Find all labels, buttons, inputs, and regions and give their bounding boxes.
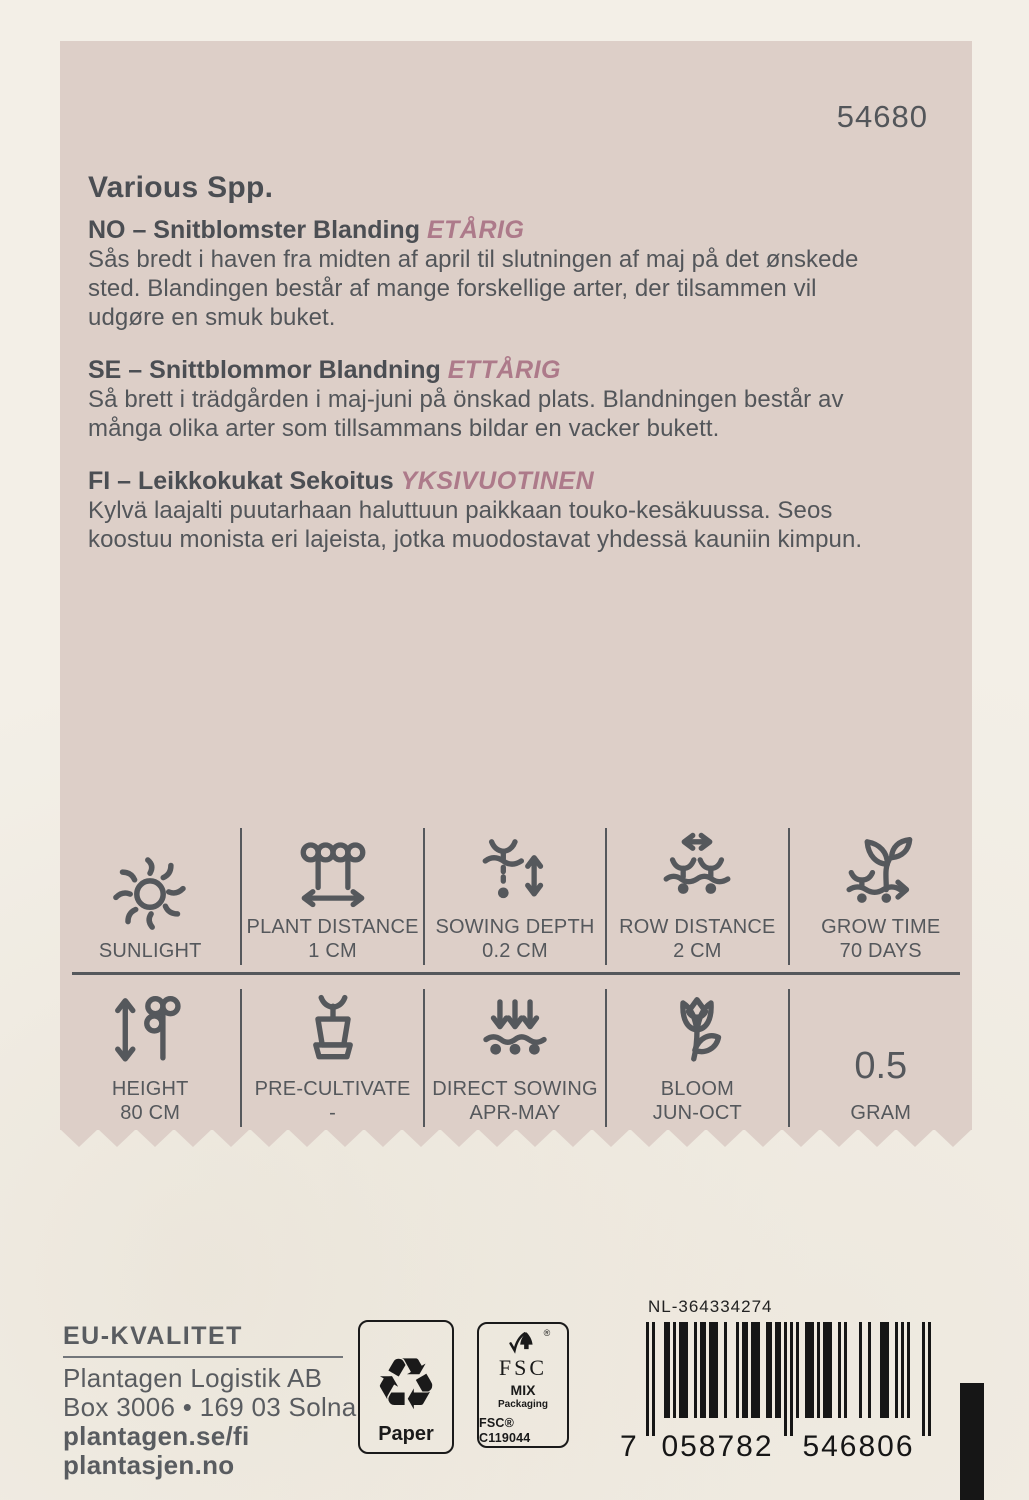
fsc-mark: ® FSC MIX Packaging FSC® C119044 (477, 1322, 569, 1448)
height-icon (106, 989, 194, 1075)
spec-label: PLANT DISTANCE (246, 916, 419, 938)
footer-address-block (63, 1322, 357, 1480)
product-title: Various Spp. (88, 171, 274, 204)
description-sections (88, 215, 918, 577)
barcode-digits (620, 1430, 946, 1470)
barcode-bars (646, 1322, 946, 1436)
spec-row-2 (60, 989, 972, 1127)
section-no-title: NO – Snitblomster Blanding (88, 216, 420, 244)
pre-cultivate-icon (289, 989, 377, 1075)
spec-label: SUNLIGHT (98, 940, 202, 962)
website-se-fi: plantagen.se/fi (63, 1421, 250, 1451)
direct-sowing-icon (471, 989, 559, 1075)
eu-quality-underline (63, 1356, 343, 1358)
barcode-top-code: NL-364334274 (648, 1297, 773, 1316)
spec-value: 0.2 CM (482, 940, 548, 962)
spec-label: BLOOM (660, 1078, 734, 1100)
barcode-left-digits: 058782 (661, 1430, 774, 1463)
spec-cell-pre-cultivate (242, 989, 424, 1127)
section-fi-body: Kylvä laajalti puutarhaan haluttuun paikkaan touko-kesäkuussa. Seos koostuu monista eri lajeista, jotka muodostavat yhdessä kauniin kimpun. (88, 497, 863, 553)
spec-cell-bloom (607, 989, 789, 1127)
barcode (620, 1297, 946, 1470)
plant-distance-icon (289, 828, 377, 913)
spec-value: - (329, 1102, 337, 1124)
fsc-tree-check-icon (501, 1330, 545, 1357)
spec-cell-direct-sowing (425, 989, 607, 1127)
spec-cell-row-distance (607, 828, 789, 965)
section-se-title: SE – Snittblommor Blandning (88, 356, 441, 384)
fsc-license-code: FSC® C119044 (479, 1416, 531, 1445)
website-no: plantasjen.no (63, 1450, 235, 1480)
spec-value: 1 CM (308, 940, 357, 962)
spec-value: 2 CM (673, 940, 722, 962)
spec-cell-height (60, 989, 242, 1127)
section-se-body: Så brett i trädgården i maj-juni på önskad plats. Blandningen består av många olika arter som tillsammans bildar en vacker bukett. (88, 386, 844, 442)
print-registration-mark (960, 1383, 984, 1500)
spec-label: PRE-CULTIVATE (254, 1078, 411, 1100)
item-number: 54680 (836, 99, 928, 134)
spec-cell-grow-time (790, 828, 972, 965)
grid-divider (72, 972, 960, 975)
section-no (88, 215, 918, 332)
spec-cell-plant-distance (242, 828, 424, 965)
recycling-icon: ♻ (373, 1345, 439, 1425)
section-fi-title: FI – Leikkokukat Sekoitus (88, 467, 394, 495)
sowing-depth-icon (471, 828, 559, 913)
spec-row-1 (60, 828, 972, 965)
bloom-icon (653, 989, 741, 1075)
spec-label: SOWING DEPTH (435, 916, 595, 938)
eu-quality-label: EU-KVALITET (63, 1322, 243, 1350)
spec-label: HEIGHT (111, 1078, 189, 1100)
spec-value: 70 DAYS (839, 940, 922, 962)
section-se (88, 355, 918, 443)
spec-value: JUN-OCT (652, 1102, 742, 1124)
section-fi-tag: YKSIVUOTINEN (400, 467, 595, 495)
info-panel (60, 41, 972, 1130)
fsc-mix-label: MIX (510, 1382, 536, 1398)
spec-cell-sunlight (60, 828, 242, 965)
spec-label: GRAM (850, 1102, 912, 1124)
section-se-heading (88, 355, 918, 385)
sunlight-icon (106, 849, 194, 937)
grow-time-icon (837, 828, 925, 913)
spec-label: GROW TIME (821, 916, 941, 938)
zigzag-edge (60, 1129, 972, 1148)
section-no-tag: ETÅRIG (426, 216, 525, 244)
company-name: Plantagen Logistik AB (63, 1363, 323, 1393)
spec-cell-gram (790, 989, 972, 1127)
spec-label: DIRECT SOWING (432, 1078, 598, 1100)
spec-value: APR-MAY (469, 1102, 561, 1124)
row-distance-icon (653, 828, 741, 913)
fsc-word: FSC (498, 1355, 548, 1380)
spec-cell-sowing-depth (425, 828, 607, 965)
fsc-packaging-label: Packaging (497, 1399, 549, 1410)
spec-label: ROW DISTANCE (619, 916, 776, 938)
spec-value: 80 CM (120, 1102, 181, 1124)
recycle-label: Paper (378, 1423, 434, 1445)
recycle-paper-mark (358, 1320, 454, 1454)
section-fi (88, 466, 918, 554)
section-no-heading (88, 215, 918, 245)
gram-amount: 0.5 (854, 1045, 908, 1087)
section-no-body: Sås bredt i haven fra midten af april til slutningen af maj på det ønskede sted. Blandingen består af mange forskellige arter, der tilsammen vil udgøre en smuk buket. (88, 246, 859, 331)
section-fi-heading (88, 466, 918, 496)
company-address: Box 3006 • 169 03 Solna (63, 1392, 357, 1422)
barcode-right-digits: 546806 (802, 1430, 915, 1463)
barcode-lead-digit: 7 (620, 1430, 637, 1463)
section-se-tag: ETTÅRIG (447, 356, 561, 384)
